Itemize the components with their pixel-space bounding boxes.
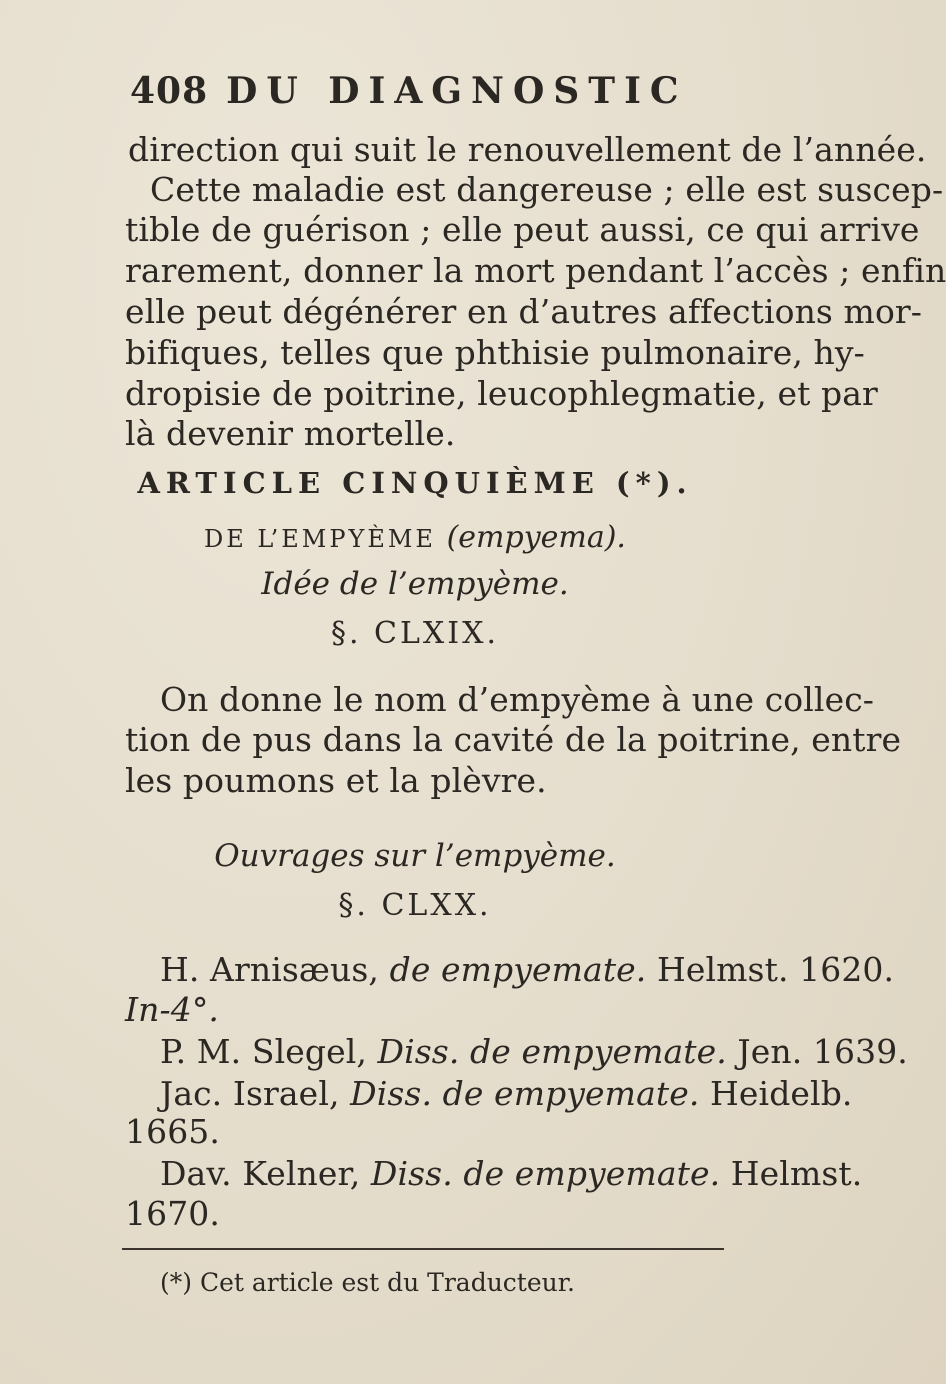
body-line: rarement, donner la mort pendant l’accès ; enfin bbox=[125, 251, 946, 290]
reference-title: de empyemate. bbox=[389, 950, 647, 989]
definition-line: tion de pus dans la cavité de la poitrine, entre bbox=[125, 720, 902, 759]
article-subtitle bbox=[120, 520, 710, 555]
reference-author: P. M. Slegel, bbox=[160, 1032, 378, 1071]
reference-title: Diss. de empyemate. bbox=[350, 1074, 700, 1113]
idea-heading: Idée de l’empyème. bbox=[261, 566, 569, 602]
body-line: direction qui suit le renouvellement de l’année. bbox=[128, 130, 927, 169]
reference-author: Dav. Kelner, bbox=[160, 1154, 371, 1193]
reference-line bbox=[160, 1154, 862, 1194]
works-heading: Ouvrages sur l’empyème. bbox=[214, 838, 616, 874]
reference-continuation: 1670. bbox=[125, 1194, 220, 1233]
reference-continuation bbox=[125, 990, 219, 1030]
subtitle-latin: (empyema). bbox=[446, 520, 626, 555]
section-number: §. CLXIX. bbox=[330, 616, 500, 651]
page-number: 408 bbox=[130, 70, 209, 112]
reference-continuation: 1665. bbox=[125, 1112, 220, 1151]
body-line: dropisie de poitrine, leucophlegmatie, et par bbox=[125, 374, 878, 413]
definition-line: On donne le nom d’empyème à une collec- bbox=[160, 680, 875, 719]
subtitle-french: DE L’EMPYÈME bbox=[204, 525, 436, 553]
definition-line: les poumons et la plèvre. bbox=[125, 761, 547, 800]
body-line: elle peut dégénérer en d’autres affections mor- bbox=[125, 292, 923, 331]
section-number: §. CLXX. bbox=[338, 888, 492, 923]
reference-author: Jac. Israel, bbox=[160, 1074, 351, 1113]
reference-place: Helmst. bbox=[720, 1154, 863, 1193]
reference-place: Jen. 1639. bbox=[726, 1032, 908, 1071]
reference-format: In-4°. bbox=[125, 990, 220, 1029]
reference-place: Helmst. 1620. bbox=[646, 950, 895, 989]
reference-title: Diss. de empyemate. bbox=[377, 1032, 727, 1071]
reference-place: Heidelb. bbox=[699, 1074, 853, 1113]
reference-line bbox=[160, 950, 894, 990]
footnote-rule bbox=[122, 1248, 724, 1250]
body-line: tible de guérison ; elle peut aussi, ce qui arrive bbox=[125, 210, 920, 249]
footnote: (*) Cet article est du Traducteur. bbox=[160, 1268, 575, 1297]
running-header bbox=[130, 70, 688, 112]
article-title: ARTICLE CINQUIÈME (*). bbox=[137, 466, 693, 500]
reference-line bbox=[160, 1074, 853, 1114]
reference-line bbox=[160, 1032, 908, 1072]
body-line: Cette maladie est dangereuse ; elle est suscep- bbox=[150, 170, 944, 209]
reference-author: H. Arnisæus, bbox=[160, 950, 390, 989]
body-line: là devenir mortelle. bbox=[125, 414, 456, 453]
running-title: DU DIAGNOSTIC bbox=[226, 70, 688, 112]
reference-title: Diss. de empyemate. bbox=[370, 1154, 721, 1193]
body-line: bifiques, telles que phthisie pulmonaire, hy- bbox=[125, 333, 865, 372]
